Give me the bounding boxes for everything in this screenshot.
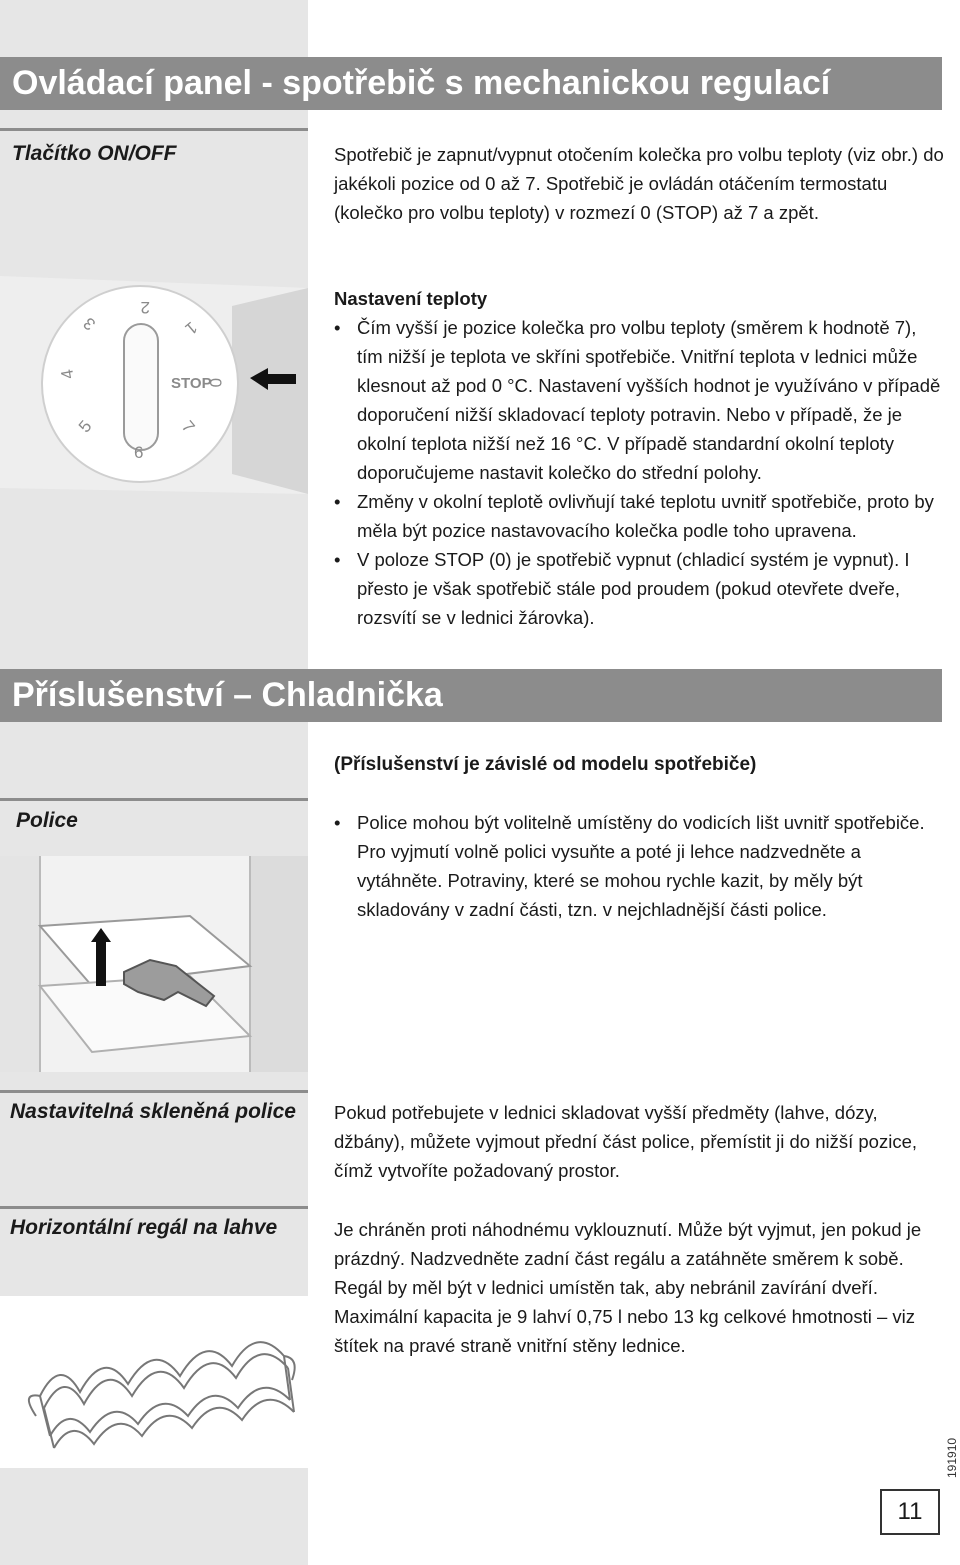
temperature-bullet: • Čím vyšší je pozice kolečka pro volbu teploty (směrem k hodnotě 7), tím nižší je teplota ve skříni spotřebiče. Vnitřní teplota v lednici může klesnout až pod 0 °C. Nastavení vyšších hodnot je využíváno v případě doporučení nižší skladovací teploty potravin. Nebo v případě, že je okolní teplota nižší než 16 °C. V případě standardní okolní teploty doporučujeme nastavit kolečko do střední polohy. (334, 313, 944, 487)
label-bottle-rack: Horizontální regál na lahve (10, 1216, 278, 1239)
glass-shelf-description (334, 1098, 944, 1185)
section-divider (0, 798, 308, 801)
label-glass-shelf: Nastavitelná skleněná police (10, 1100, 296, 1123)
section-divider (0, 128, 308, 131)
section-divider (0, 1206, 308, 1209)
document-code (926, 1420, 960, 1480)
temperature-bullet-list (334, 313, 944, 632)
section-title-control-panel: Ovládací panel - spotřebič s mechanickou regulací (0, 57, 942, 110)
label-shelves: Police (16, 809, 78, 832)
dial-number-2: 2 (140, 298, 150, 317)
shelf-removal-illustration (0, 856, 308, 1072)
glass-shelf-text: Pokud potřebujete v lednici skladovat vyšší předměty (lahve, dózy, džbány), můžete vyjmout přední část police, přemístit ji do nižší pozice, čímž vytvoříte požadovaný prostor. (334, 1102, 918, 1181)
document-code-text: 191910 (945, 1437, 959, 1478)
page-number: 11 (880, 1489, 940, 1535)
dial-number-4: 4 (57, 367, 78, 381)
temperature-bullet: • V poloze STOP (0) je spotřebič vypnut (chladicí systém je vypnut). I přesto je však spotřebič stále pod proudem (pokud otevřete dveře, rozsvítí se v lednici žárovka). (334, 545, 944, 632)
dial-stop-label: STOP (171, 375, 212, 392)
bottle-rack-text-1: Je chráněn proti náhodnému vyklouznutí. Může být vyjmut, jen pokud je prázdný. Nadzvedněte zadní část regálu a zatáhněte směrem k sobě. (334, 1219, 922, 1269)
bottle-rack-illustration (0, 1296, 308, 1468)
onoff-text: Spotřebič je zapnut/vypnut otočením kolečka pro volbu teploty (viz obr.) do jakékoli pozice od 0 až 7. Spotřebič je ovládán otáčením termostatu (kolečko pro volbu teploty) v rozmezí 0 (STOP) až 7 a zpět. (334, 144, 944, 223)
section-title-accessories: Příslušenství – Chladnička (0, 669, 942, 722)
temperature-setting-block (334, 284, 944, 632)
temperature-heading: Nastavení teploty (334, 288, 488, 309)
temperature-bullet: • Změny v okolní teplotě ovlivňují také teplotu uvnitř spotřebiče, proto by měla být pozice nastavovacího kolečka podle toho upravena. (334, 487, 944, 545)
dial-number-3: 3 (79, 313, 100, 335)
thermostat-dial-illustration (0, 276, 308, 506)
accessories-note: (Příslušenství je závislé od modelu spotřebiče) (334, 754, 757, 775)
shelves-bullet: • Police mohou být volitelně umístěny do vodicích lišt uvnitř spotřebiče. Pro vyjmutí volně polici vysuňte a poté ji lehce nadzvedněte a vytáhněte. Potraviny, které se mohou rychle kazit, by měly být skladovány v zadní části, tzn. v nejchladnější části police. (334, 808, 944, 924)
onoff-description (334, 140, 944, 227)
arrow-up-icon (96, 940, 106, 986)
dial-number-6: 6 (134, 443, 144, 462)
dial-number-7: 7 (177, 417, 199, 437)
dial-number-0: 0 (206, 378, 225, 388)
bottle-rack-description (334, 1215, 944, 1360)
bottle-rack-text-2: Regál by měl být v lednici umístěn tak, aby nebránil zavírání dveří. Maximální kapacita je 9 lahví 0,75 l nebo 13 kg celkové hmotnosti – viz štítek na pravé straně vnitřní stěny lednice. (334, 1277, 916, 1356)
dial-number-5: 5 (74, 416, 96, 437)
section-divider (0, 1090, 308, 1093)
shelves-description (334, 808, 944, 924)
label-onoff: Tlačítko ON/OFF (12, 142, 177, 165)
dial-number-1: 1 (181, 317, 201, 339)
